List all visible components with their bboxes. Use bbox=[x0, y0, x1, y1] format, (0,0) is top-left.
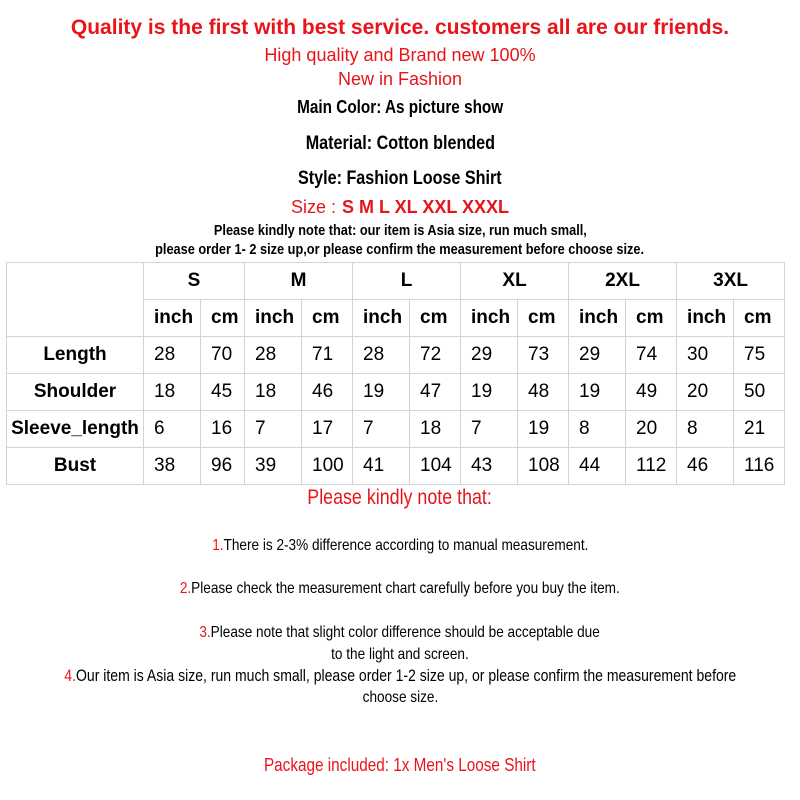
asia-size-note-2 bbox=[0, 241, 800, 258]
table-cell: 29 bbox=[569, 337, 626, 374]
table-cell: 49 bbox=[626, 374, 677, 411]
notes-title-text: Please kindly note that: bbox=[307, 486, 493, 509]
table-cell: 29 bbox=[461, 337, 518, 374]
table-corner-cell bbox=[7, 263, 144, 337]
unit-header-inch: inch bbox=[144, 300, 201, 337]
table-cell: 45 bbox=[201, 374, 245, 411]
table-cell: 41 bbox=[353, 448, 410, 485]
row-label: Sleeve_length bbox=[7, 411, 144, 448]
table-cell: 46 bbox=[677, 448, 734, 485]
table-cell: 19 bbox=[569, 374, 626, 411]
table-cell: 8 bbox=[569, 411, 626, 448]
table-cell: 7 bbox=[353, 411, 410, 448]
notes-title bbox=[0, 486, 800, 510]
size-header-m: M bbox=[245, 263, 353, 300]
main-color-text: Main Color: As picture show bbox=[296, 97, 503, 117]
note-3-number: 3. bbox=[199, 624, 212, 641]
package-text: Package included: 1x Men's Loose Shirt bbox=[264, 755, 536, 775]
table-cell: 38 bbox=[144, 448, 201, 485]
size-header-2xl: 2XL bbox=[569, 263, 677, 300]
note-3-text-b: to the light and screen. bbox=[331, 646, 469, 663]
table-cell: 46 bbox=[302, 374, 353, 411]
note-4-text-a: Our item is Asia size, run much small, please order 1-2 size up, or please confirm the measurement before bbox=[75, 667, 736, 685]
table-cell: 48 bbox=[518, 374, 569, 411]
table-cell: 17 bbox=[302, 411, 353, 448]
size-header-row bbox=[7, 263, 785, 300]
table-cell: 104 bbox=[410, 448, 461, 485]
main-color-line bbox=[0, 97, 800, 118]
table-cell: 43 bbox=[461, 448, 518, 485]
style-text: Style: Fashion Loose Shirt bbox=[298, 168, 502, 189]
unit-header-inch: inch bbox=[353, 300, 410, 337]
note-1 bbox=[0, 537, 800, 555]
table-cell: 20 bbox=[626, 411, 677, 448]
table-cell: 108 bbox=[518, 448, 569, 485]
note-4-text-b: choose size. bbox=[362, 689, 438, 706]
table-cell: 21 bbox=[734, 411, 785, 448]
quality-slogan: Quality is the first with best service. customers all are our friends. bbox=[70, 16, 730, 39]
table-cell: 28 bbox=[144, 337, 201, 374]
high-quality-line: High quality and Brand new 100% bbox=[264, 45, 536, 65]
note-2-text: Please check the measurement chart carefully before you buy the item. bbox=[191, 580, 620, 597]
table-cell: 116 bbox=[734, 448, 785, 485]
table-cell: 7 bbox=[245, 411, 302, 448]
size-line bbox=[0, 197, 800, 218]
table-cell: 28 bbox=[353, 337, 410, 374]
table-cell: 8 bbox=[677, 411, 734, 448]
unit-header-cm: cm bbox=[410, 300, 461, 337]
unit-header-cm: cm bbox=[518, 300, 569, 337]
size-header-s: S bbox=[144, 263, 245, 300]
table-cell: 96 bbox=[201, 448, 245, 485]
table-cell: 70 bbox=[201, 337, 245, 374]
table-cell: 16 bbox=[201, 411, 245, 448]
table-row bbox=[7, 448, 785, 485]
table-cell: 19 bbox=[353, 374, 410, 411]
new-in-fashion-line: New in Fashion bbox=[337, 69, 463, 89]
table-cell: 20 bbox=[677, 374, 734, 411]
package-included bbox=[0, 755, 800, 776]
asia-size-note-1-text: Please kindly note that: our item is Asia size, run much small, bbox=[213, 222, 587, 239]
table-cell: 39 bbox=[245, 448, 302, 485]
table-cell: 71 bbox=[302, 337, 353, 374]
table-cell: 112 bbox=[626, 448, 677, 485]
note-2 bbox=[0, 580, 800, 598]
size-header-l: L bbox=[353, 263, 461, 300]
note-3-text-a: Please note that slight color difference should be acceptable due bbox=[211, 624, 601, 641]
table-cell: 100 bbox=[302, 448, 353, 485]
note-4 bbox=[0, 667, 800, 686]
size-label: Size : bbox=[290, 197, 336, 217]
note-1-text: There is 2-3% difference according to manual measurement. bbox=[223, 537, 589, 554]
table-cell: 74 bbox=[626, 337, 677, 374]
table-cell: 28 bbox=[245, 337, 302, 374]
row-label: Shoulder bbox=[7, 374, 144, 411]
table-cell: 6 bbox=[144, 411, 201, 448]
table-cell: 44 bbox=[569, 448, 626, 485]
note-4-continued bbox=[0, 689, 800, 707]
note-3 bbox=[0, 624, 800, 642]
table-row bbox=[7, 337, 785, 374]
note-3-continued bbox=[0, 646, 800, 664]
size-header-3xl: 3XL bbox=[677, 263, 785, 300]
table-cell: 19 bbox=[518, 411, 569, 448]
table-cell: 18 bbox=[410, 411, 461, 448]
asia-size-note-1 bbox=[0, 222, 800, 239]
material-text: Material: Cotton blended bbox=[305, 133, 495, 154]
table-cell: 75 bbox=[734, 337, 785, 374]
style-line bbox=[0, 168, 800, 190]
size-chart-table bbox=[6, 262, 785, 485]
unit-header-cm: cm bbox=[734, 300, 785, 337]
material-line bbox=[0, 133, 800, 155]
unit-header-cm: cm bbox=[201, 300, 245, 337]
unit-header-cm: cm bbox=[626, 300, 677, 337]
size-values: S M L XL XXL XXXL bbox=[341, 197, 510, 217]
unit-header-cm: cm bbox=[302, 300, 353, 337]
note-2-number: 2. bbox=[180, 580, 192, 597]
table-cell: 72 bbox=[410, 337, 461, 374]
row-label: Length bbox=[7, 337, 144, 374]
table-row bbox=[7, 374, 785, 411]
table-cell: 47 bbox=[410, 374, 461, 411]
unit-header-inch: inch bbox=[569, 300, 626, 337]
row-label: Bust bbox=[7, 448, 144, 485]
table-cell: 30 bbox=[677, 337, 734, 374]
size-header-xl: XL bbox=[461, 263, 569, 300]
table-cell: 73 bbox=[518, 337, 569, 374]
table-row bbox=[7, 411, 785, 448]
asia-size-note-2-text: please order 1- 2 size up,or please confirm the measurement before choose size. bbox=[155, 241, 645, 258]
note-1-number: 1. bbox=[211, 537, 224, 554]
unit-header-inch: inch bbox=[677, 300, 734, 337]
unit-header-inch: inch bbox=[245, 300, 302, 337]
table-cell: 19 bbox=[461, 374, 518, 411]
table-cell: 18 bbox=[144, 374, 201, 411]
table-cell: 18 bbox=[245, 374, 302, 411]
table-cell: 7 bbox=[461, 411, 518, 448]
unit-header-inch: inch bbox=[461, 300, 518, 337]
table-cell: 50 bbox=[734, 374, 785, 411]
note-4-number: 4. bbox=[64, 667, 76, 685]
